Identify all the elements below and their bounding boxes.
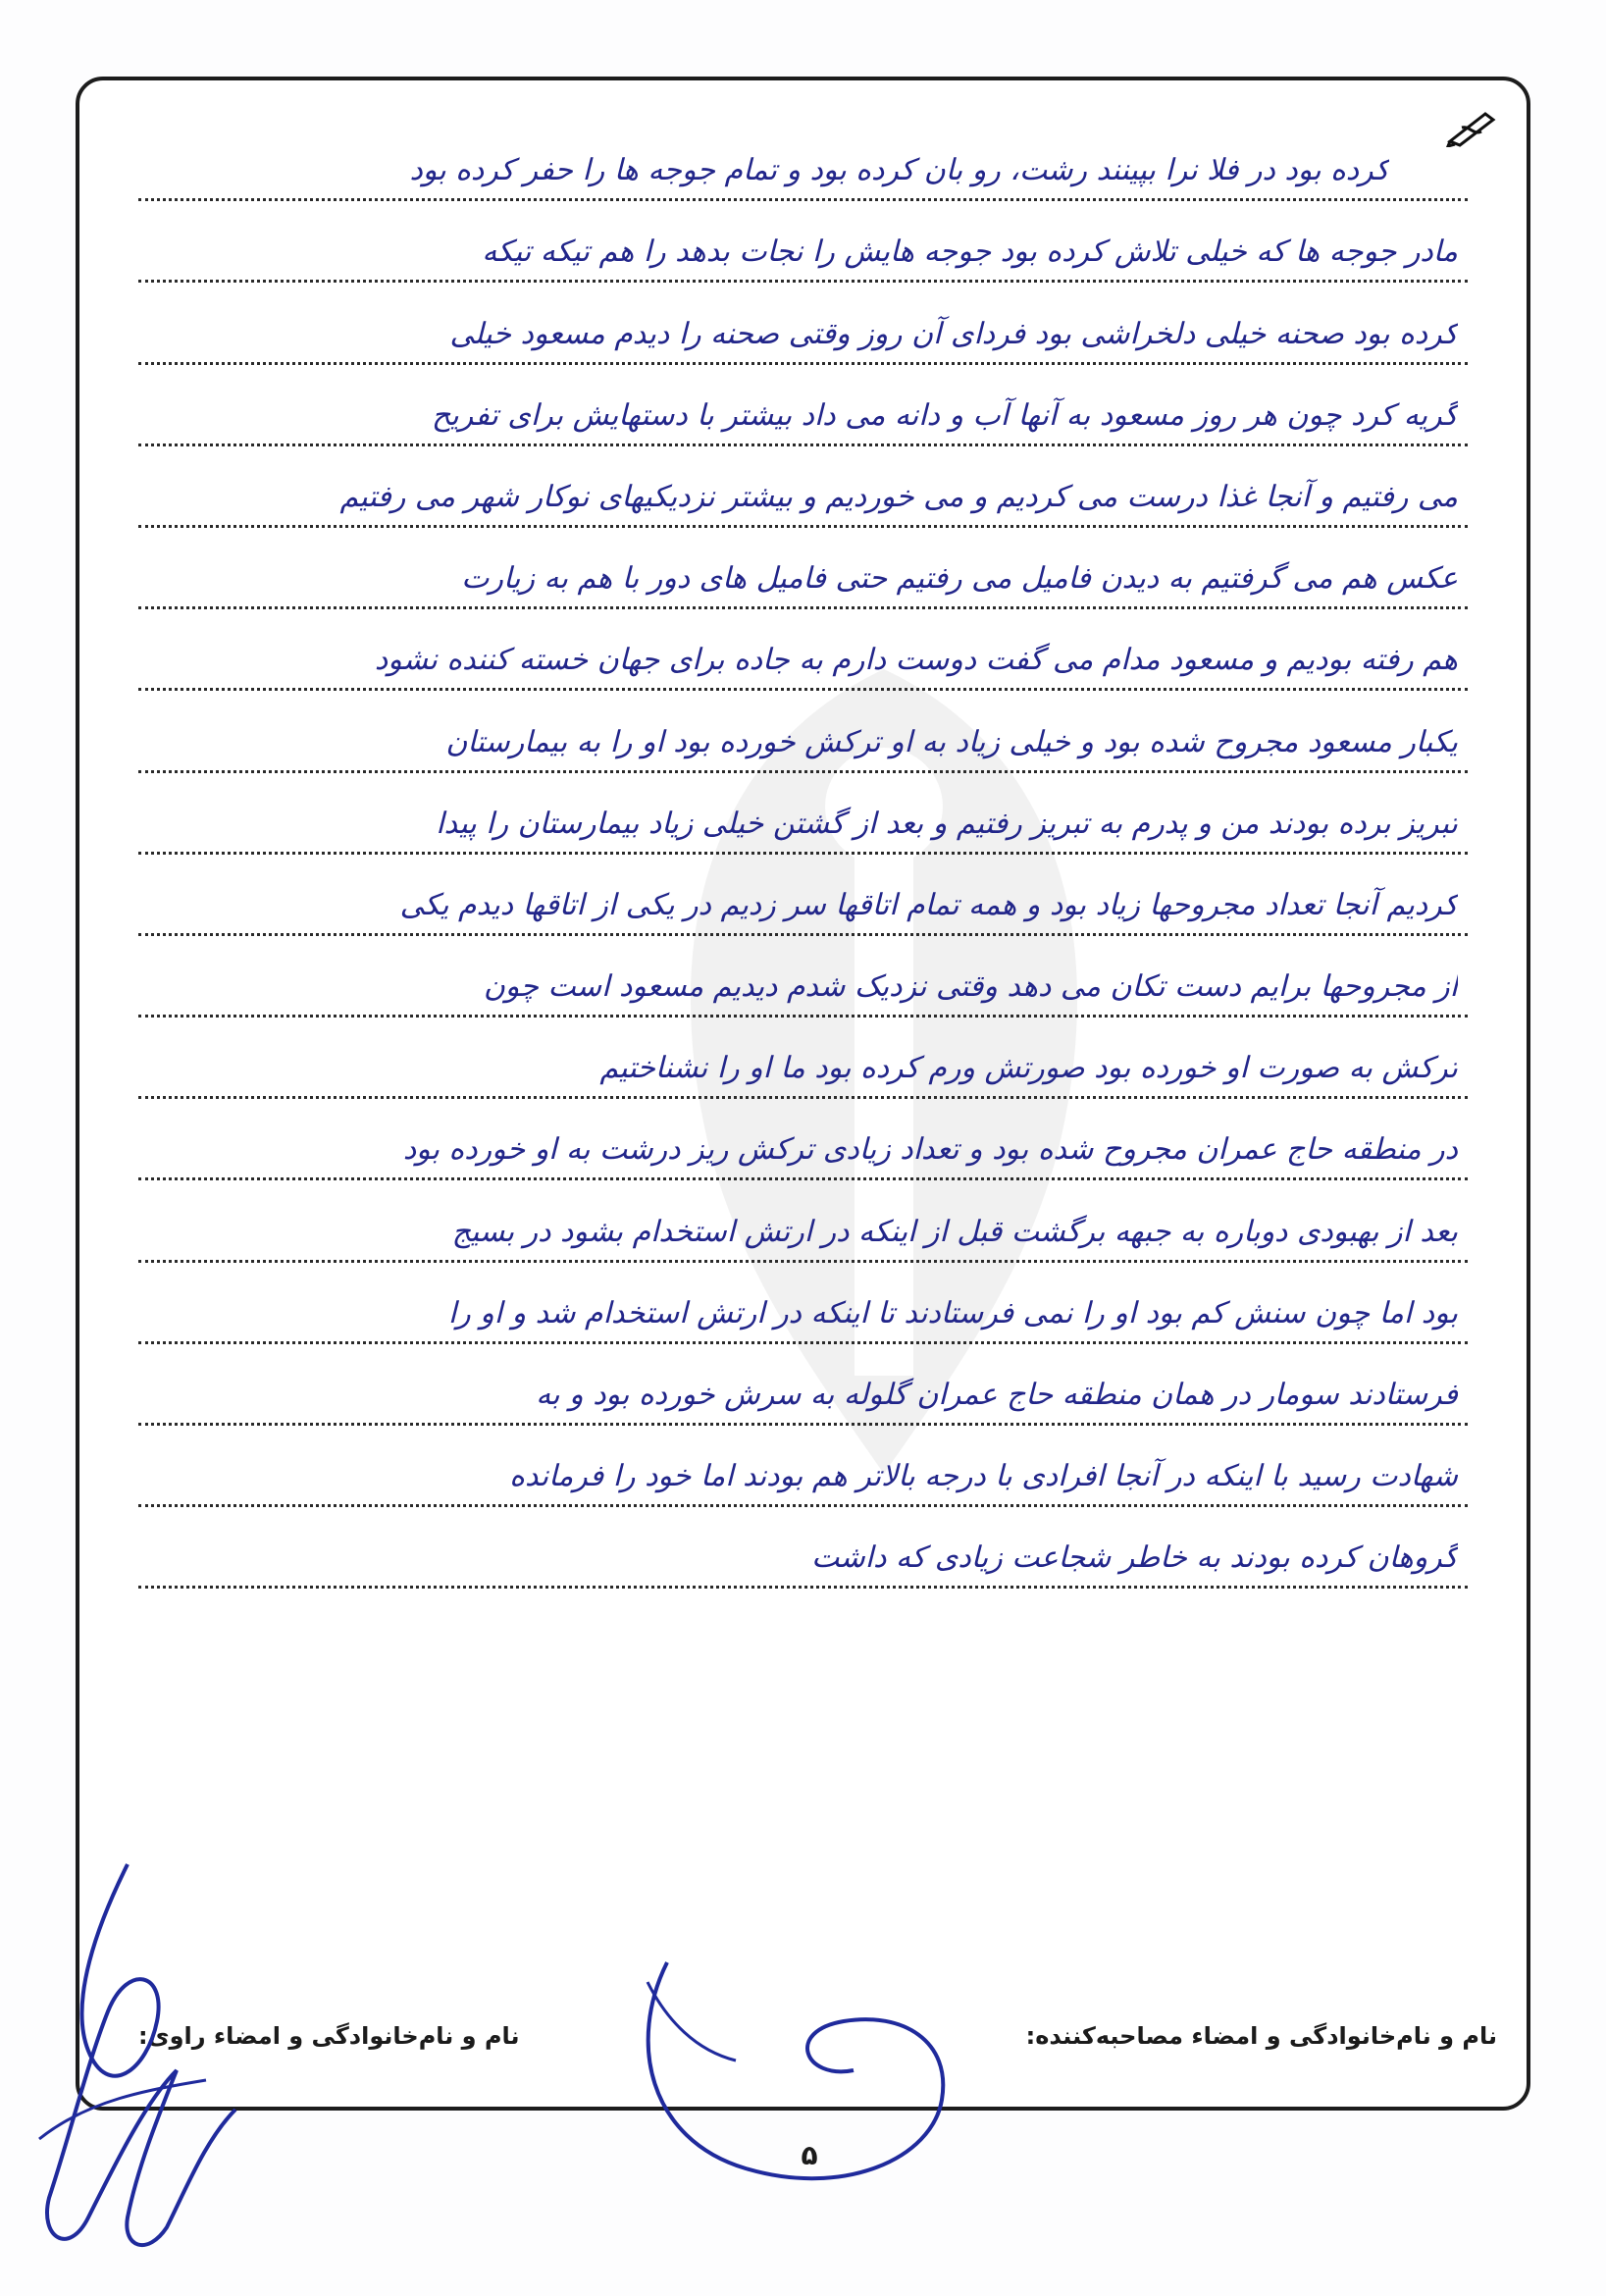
- line-text: ترکش به صورت او خورده بود صورتش ورم کرده بود ما او را نشناختیم: [599, 1051, 1458, 1086]
- line-text: بعد از بهبودی دوباره به جبهه برگشت قبل از اینکه در ارتش استخدام بشود در بسیج: [451, 1214, 1458, 1249]
- text-line: [138, 1180, 1468, 1262]
- line-text: کرده بود صحنه خیلی دلخراشی بود فردای آن روز وقتی صحنه را دیدم مسعود خیلی: [449, 316, 1458, 351]
- line-text: گروهان کرده بودند به خاطر شجاعت زیادی که داشت: [811, 1540, 1458, 1576]
- line-text: در منطقه حاج عمران مجروح شده بود و تعداد زیادی ترکش ریز درشت به او خورده بود: [402, 1132, 1458, 1168]
- text-line: [138, 936, 1468, 1018]
- line-text: فرستادند سومار در همان منطقه حاج عمران گلوله به سرش خورده بود و به: [536, 1378, 1458, 1412]
- text-line: [138, 1344, 1468, 1426]
- text-line: [138, 773, 1468, 855]
- interviewer-signature-label: نام و نام‌خانوادگی و امضاء مصاحبه‌کننده:: [1025, 2022, 1497, 2050]
- narrator-signature-label: نام و نام‌خانوادگی و امضاء راوی:: [138, 2022, 520, 2050]
- line-text: هم رفته بودیم و مسعود مدام می گفت دوست دارم به جاده برای جهان خسته کننده نشود: [374, 643, 1458, 678]
- text-line: [138, 855, 1468, 936]
- line-text: تبریز برده بودند من و پدرم به تبریز رفتیم و بعد از گشتن خیلی زیاد بیمارستان را پیدا: [436, 806, 1458, 841]
- text-line: [138, 609, 1468, 691]
- text-line: [138, 1507, 1468, 1589]
- line-text: کردیم آنجا تعداد مجروحها زیاد بود و همه تمام اتاقها سر زدیم در یکی از اتاقها دیدم یکی: [399, 887, 1458, 922]
- text-line: [138, 120, 1468, 201]
- text-line: [138, 691, 1468, 772]
- line-text: عکس هم می گرفتیم به دیدن فامیل می رفتیم حتی فامیل های دور با هم به زیارت: [461, 561, 1458, 597]
- line-text: مادر جوجه ها که خیلی تلاش کرده بود جوجه هایش را نجات بدهد را هم تیکه تیکه: [482, 235, 1458, 270]
- line-text: بود اما چون سنش کم بود او را نمی فرستادند تا اینکه در ارتش استخدام شد و او را: [447, 1295, 1458, 1331]
- text-line: [138, 528, 1468, 609]
- text-line: [138, 1018, 1468, 1099]
- page-frame: [76, 77, 1530, 2111]
- text-line: [138, 1263, 1468, 1344]
- line-text: شهادت رسید با اینکه در آنجا افرادی با درجه بالاتر هم بودند اما خود را فرمانده: [509, 1459, 1458, 1494]
- line-text: گریه کرد چون هر روز مسعود به آنها آب و دانه می داد بیشتر با دستهایش برای تفریح: [432, 397, 1458, 433]
- text-line: [138, 1099, 1468, 1180]
- line-text: یکبار مسعود مجروح شده بود و خیلی زیاد به او ترکش خورده بود او را به بیمارستان: [445, 724, 1458, 759]
- text-line: [138, 446, 1468, 528]
- handwritten-text-lines: [138, 120, 1468, 1589]
- text-line: [138, 365, 1468, 446]
- narrator-signature: [10, 1845, 265, 2276]
- page-number: ۵: [801, 2139, 818, 2171]
- line-text: کرده بود در فلا نرا بپینند رشت، رو بان کرده بود و تمام جوجه ها را حفر کرده بود: [409, 153, 1389, 188]
- interviewer-signature: [608, 1923, 961, 2218]
- line-text: از مجروحها برایم دست تکان می دهد وقتی نزدیک شدم دیدیم مسعود است چون: [483, 969, 1458, 1005]
- text-line: [138, 201, 1468, 283]
- text-line: [138, 1426, 1468, 1507]
- text-line: [138, 283, 1468, 364]
- line-text: می رفتیم و آنجا غذا درست می کردیم و می خوردیم و بیشتر نزدیکیهای نوکار شهر می رفتیم: [339, 479, 1458, 514]
